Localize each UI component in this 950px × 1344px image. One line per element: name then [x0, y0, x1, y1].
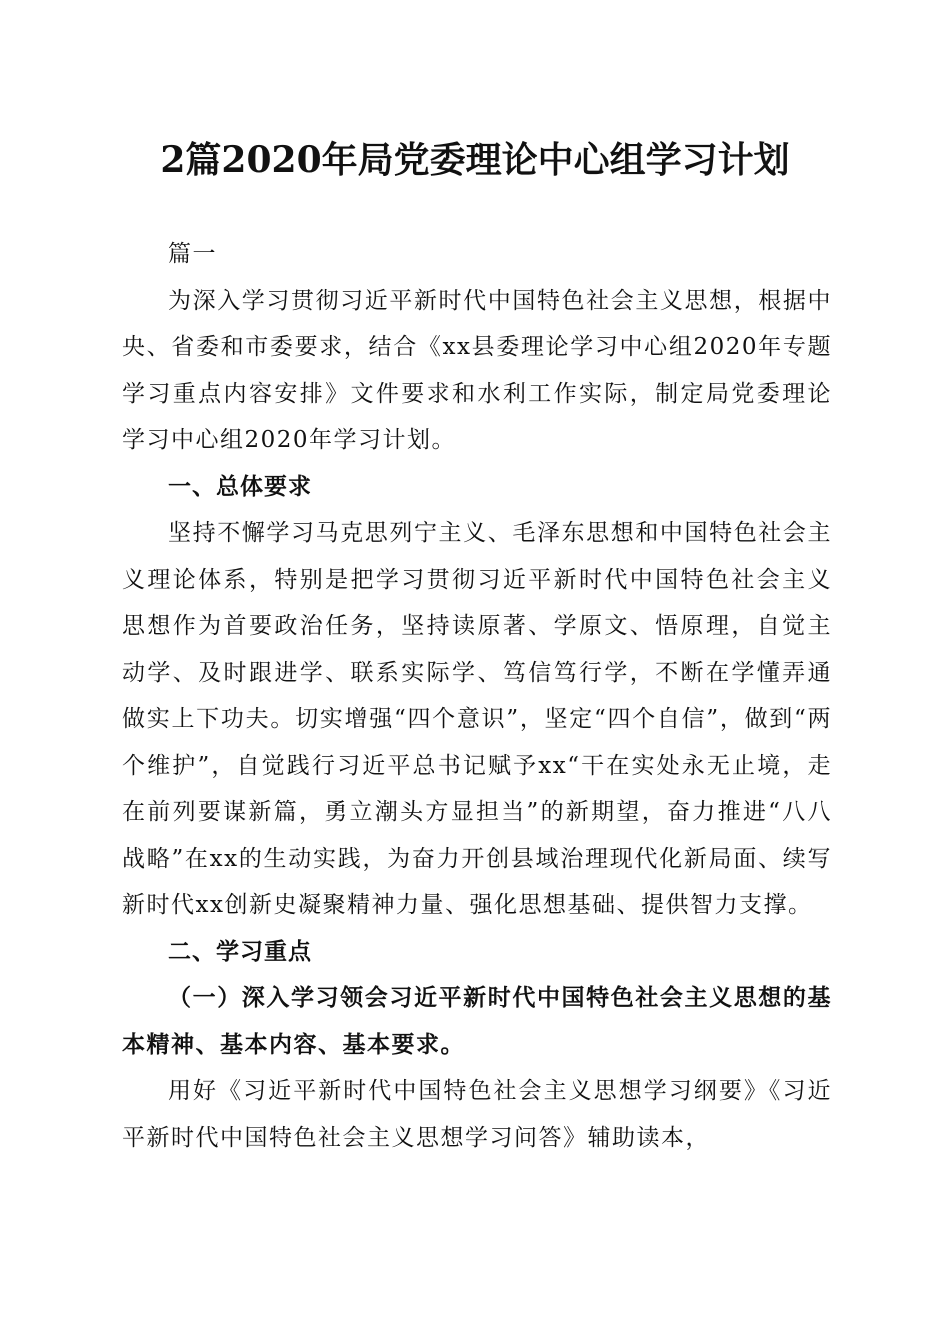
section-heading-study-focus: 二、学习重点 [168, 938, 312, 965]
section-paragraph-overall-requirements: 坚持不懈学习马克思列宁主义、毛泽东思想和中国特色社会主义理论体系，特别是把学习贯彻习近平新时代中国特色社会主义思想作为首要政治任务，坚持读原著、学原文、悟原理，自觉主动学、及时跟进学、联系实际学、笃信笃行学，不断在学懂弄通做实上下功夫。切实增强“四个意识”，坚定“四个自信”，做到“两个维护”，自觉践行习近平总书记赋予xx“干在实处永无止境，走在前列要谋新篇，勇立潮头方显担当”的新期望，奋力推进“八八战略”在xx的生动实践，为奋力开创县域治理现代化新局面、续写新时代xx创新史凝聚精神力量、强化思想基础、提供智力支撑。 [122, 520, 832, 918]
document-body [122, 231, 832, 1161]
part-label: 篇一 [168, 241, 217, 267]
subsection-heading-1: （一）深入学习领会习近平新时代中国特色社会主义思想的基本精神、基本内容、基本要求。 [122, 984, 832, 1058]
section-heading-overall-requirements: 一、总体要求 [168, 473, 312, 500]
document-title: 2篇2020年局党委理论中心组学习计划 [160, 139, 790, 181]
subsection-paragraph-1: 用好《习近平新时代中国特色社会主义思想学习纲要》《习近平新时代中国特色社会主义思想学习问答》辅助读本， [122, 1078, 832, 1151]
intro-paragraph: 为深入学习贯彻习近平新时代中国特色社会主义思想，根据中央、省委和市委要求，结合《xx县委理论学习中心组2020年专题学习重点内容安排》文件要求和水利工作实际，制定局党委理论学习中心组2020年学习计划。 [122, 287, 832, 453]
